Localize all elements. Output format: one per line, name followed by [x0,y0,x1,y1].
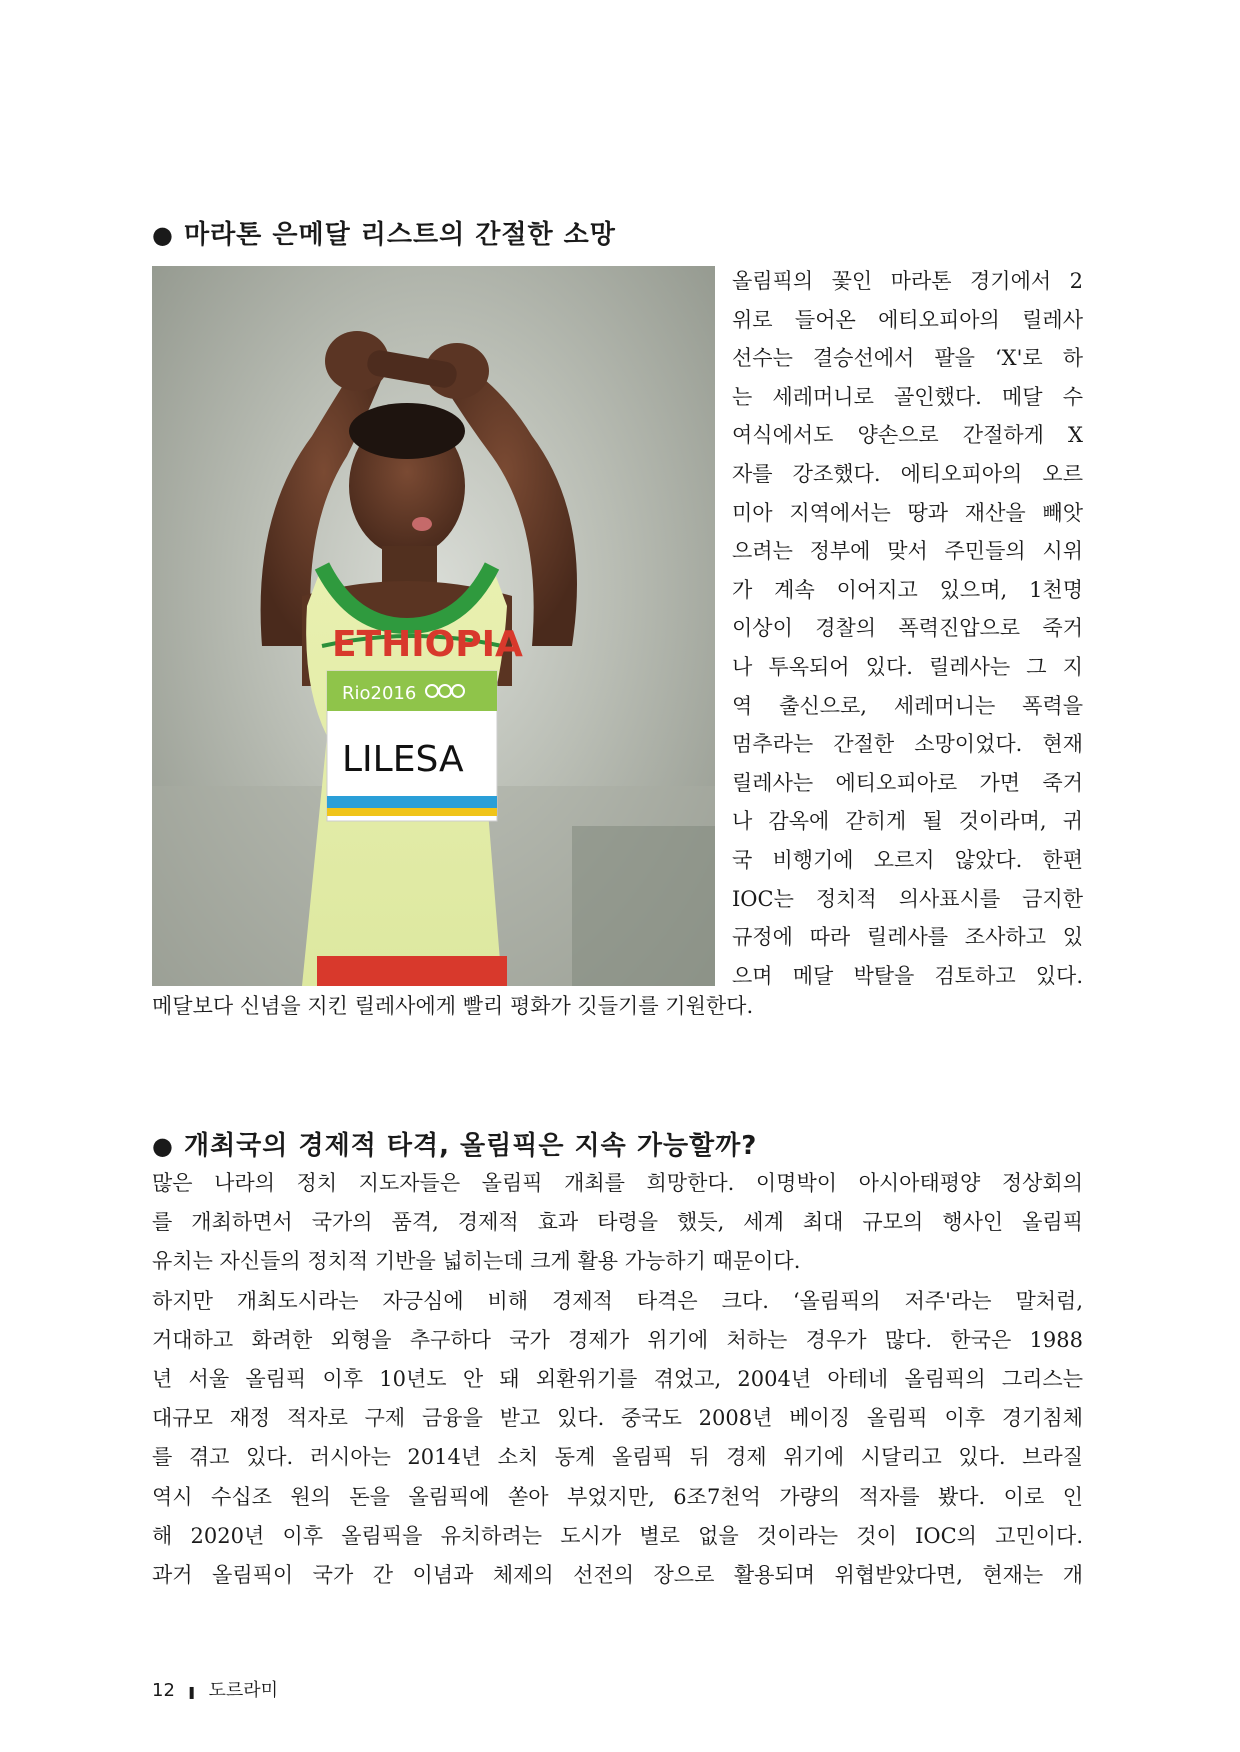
column-text-line: 역 출신으로, 세레머니는 폭력을 [732,693,1083,718]
body-text-line: 많은 나라의 정치 지도자들은 올림픽 개최를 희망한다. 이명박이 아시아태평양 정상회의 [152,1171,1083,1195]
athlete-photo [152,266,715,986]
column-text-line: IOC는 정치적 의사표시를 금지한 [732,886,1083,911]
bullet-icon: ● [152,1132,174,1160]
column-text-line: 이상이 경찰의 폭력진압으로 죽거 [732,616,1083,641]
section2-heading [152,1125,757,1162]
section1-closing-line: 메달보다 신념을 지킨 릴레사에게 빨리 평화가 깃들기를 기원한다. [152,994,754,1018]
column-text-line: 릴레사는 에티오피아로 가면 죽거 [732,770,1083,795]
page-footer [152,1676,278,1702]
column-text-line: 규정에 따라 릴레사를 조사하고 있 [732,925,1083,950]
magazine-name: 도르라미 [208,1680,278,1701]
section2-title: 개최국의 경제적 타격, 올림픽은 지속 가능할까? [183,1131,758,1161]
section1-title: 마라톤 은메달 리스트의 간절한 소망 [183,220,616,250]
column-text-line: 나 투옥되어 있다. 릴레사는 그 지 [732,655,1083,679]
body-text-line: 과거 올림픽이 국가 간 이념과 체제의 선전의 장으로 활용되며 위협받았다면, 현재는 개 [152,1563,1083,1587]
body-text-line: 를 개최하면서 국가의 품격, 경제적 효과 타령을 했듯, 세계 최대 규모의 행사인 올림픽 [152,1210,1083,1235]
column-text-line: 올림픽의 꽃인 마라톤 경기에서 2 [732,269,1083,293]
bullet-icon: ● [152,221,174,249]
column-text-line: 선수는 결승선에서 팔을 ‘X'로 하 [732,346,1083,371]
column-text-line: 여식에서도 양손으로 간절하게 X [732,423,1083,448]
column-text-line: 으려는 정부에 맞서 주민들의 시위 [732,539,1083,564]
shirt-text: ETHIOPIA [332,624,523,665]
body-text-line: 를 겪고 있다. 러시아는 2014년 소치 동계 올림픽 뒤 경제 위기에 시달리고 있다. 브라질 [152,1445,1083,1470]
body-text-line: 해 2020년 이후 올림픽을 유치하려는 도시가 별로 없을 것이라는 것이 IOC의 고민이다. [152,1523,1083,1548]
column-text-line: 자를 강조했다. 에티오피아의 오르 [732,462,1083,486]
body-text-line: 역시 수십조 원의 돈을 올림픽에 쏟아 부었지만, 6조7천억 가량의 적자를 봤다. 이로 인 [152,1484,1083,1509]
body-text-line: 하지만 개최도시라는 자긍심에 비해 경제적 타격은 크다. ‘올림픽의 저주'라는 말처럼, [152,1288,1083,1313]
bib-event-text: Rio2016 [342,683,417,704]
bib-name: LILESA [342,739,464,780]
column-text-line: 가 계속 이어지고 있으며, 1천명 [732,577,1083,602]
column-text-line: 위로 들어온 에티오피아의 릴레사 [732,307,1083,332]
column-text-line: 멈추라는 간절한 소망이었다. 현재 [732,732,1083,757]
column-text-line: 는 세레머니로 골인했다. 메달 수 [732,384,1083,409]
column-text-line: 나 감옥에 갇히게 될 것이라며, 귀 [732,809,1083,834]
column-text-line: 미아 지역에서는 땅과 재산을 빼앗 [732,500,1083,525]
column-text-line: 국 비행기에 오르지 않았다. 한편 [732,848,1083,872]
body-text-line: 유치는 자신들의 정치적 기반을 넓히는데 크게 활용 가능하기 때문이다. [152,1249,801,1274]
athlete-illustration [152,266,715,986]
page-number: 12 [152,1680,175,1701]
body-text-line: 대규모 재정 적자로 구제 금융을 받고 있다. 중국도 2008년 베이징 올림픽 이후 경기침체 [152,1406,1083,1431]
footer-separator: ❚ [186,1685,197,1699]
column-text-line: 으며 메달 박탈을 검토하고 있다. [732,963,1083,988]
section1-heading [152,214,616,251]
body-text-line: 거대하고 화려한 외형을 추구하다 국가 경제가 위기에 처하는 경우가 많다. 한국은 1988 [152,1327,1083,1352]
body-text-line: 년 서울 올림픽 이후 10년도 안 돼 외환위기를 겪었고, 2004년 아테네 올림픽의 그리스는 [152,1367,1083,1391]
